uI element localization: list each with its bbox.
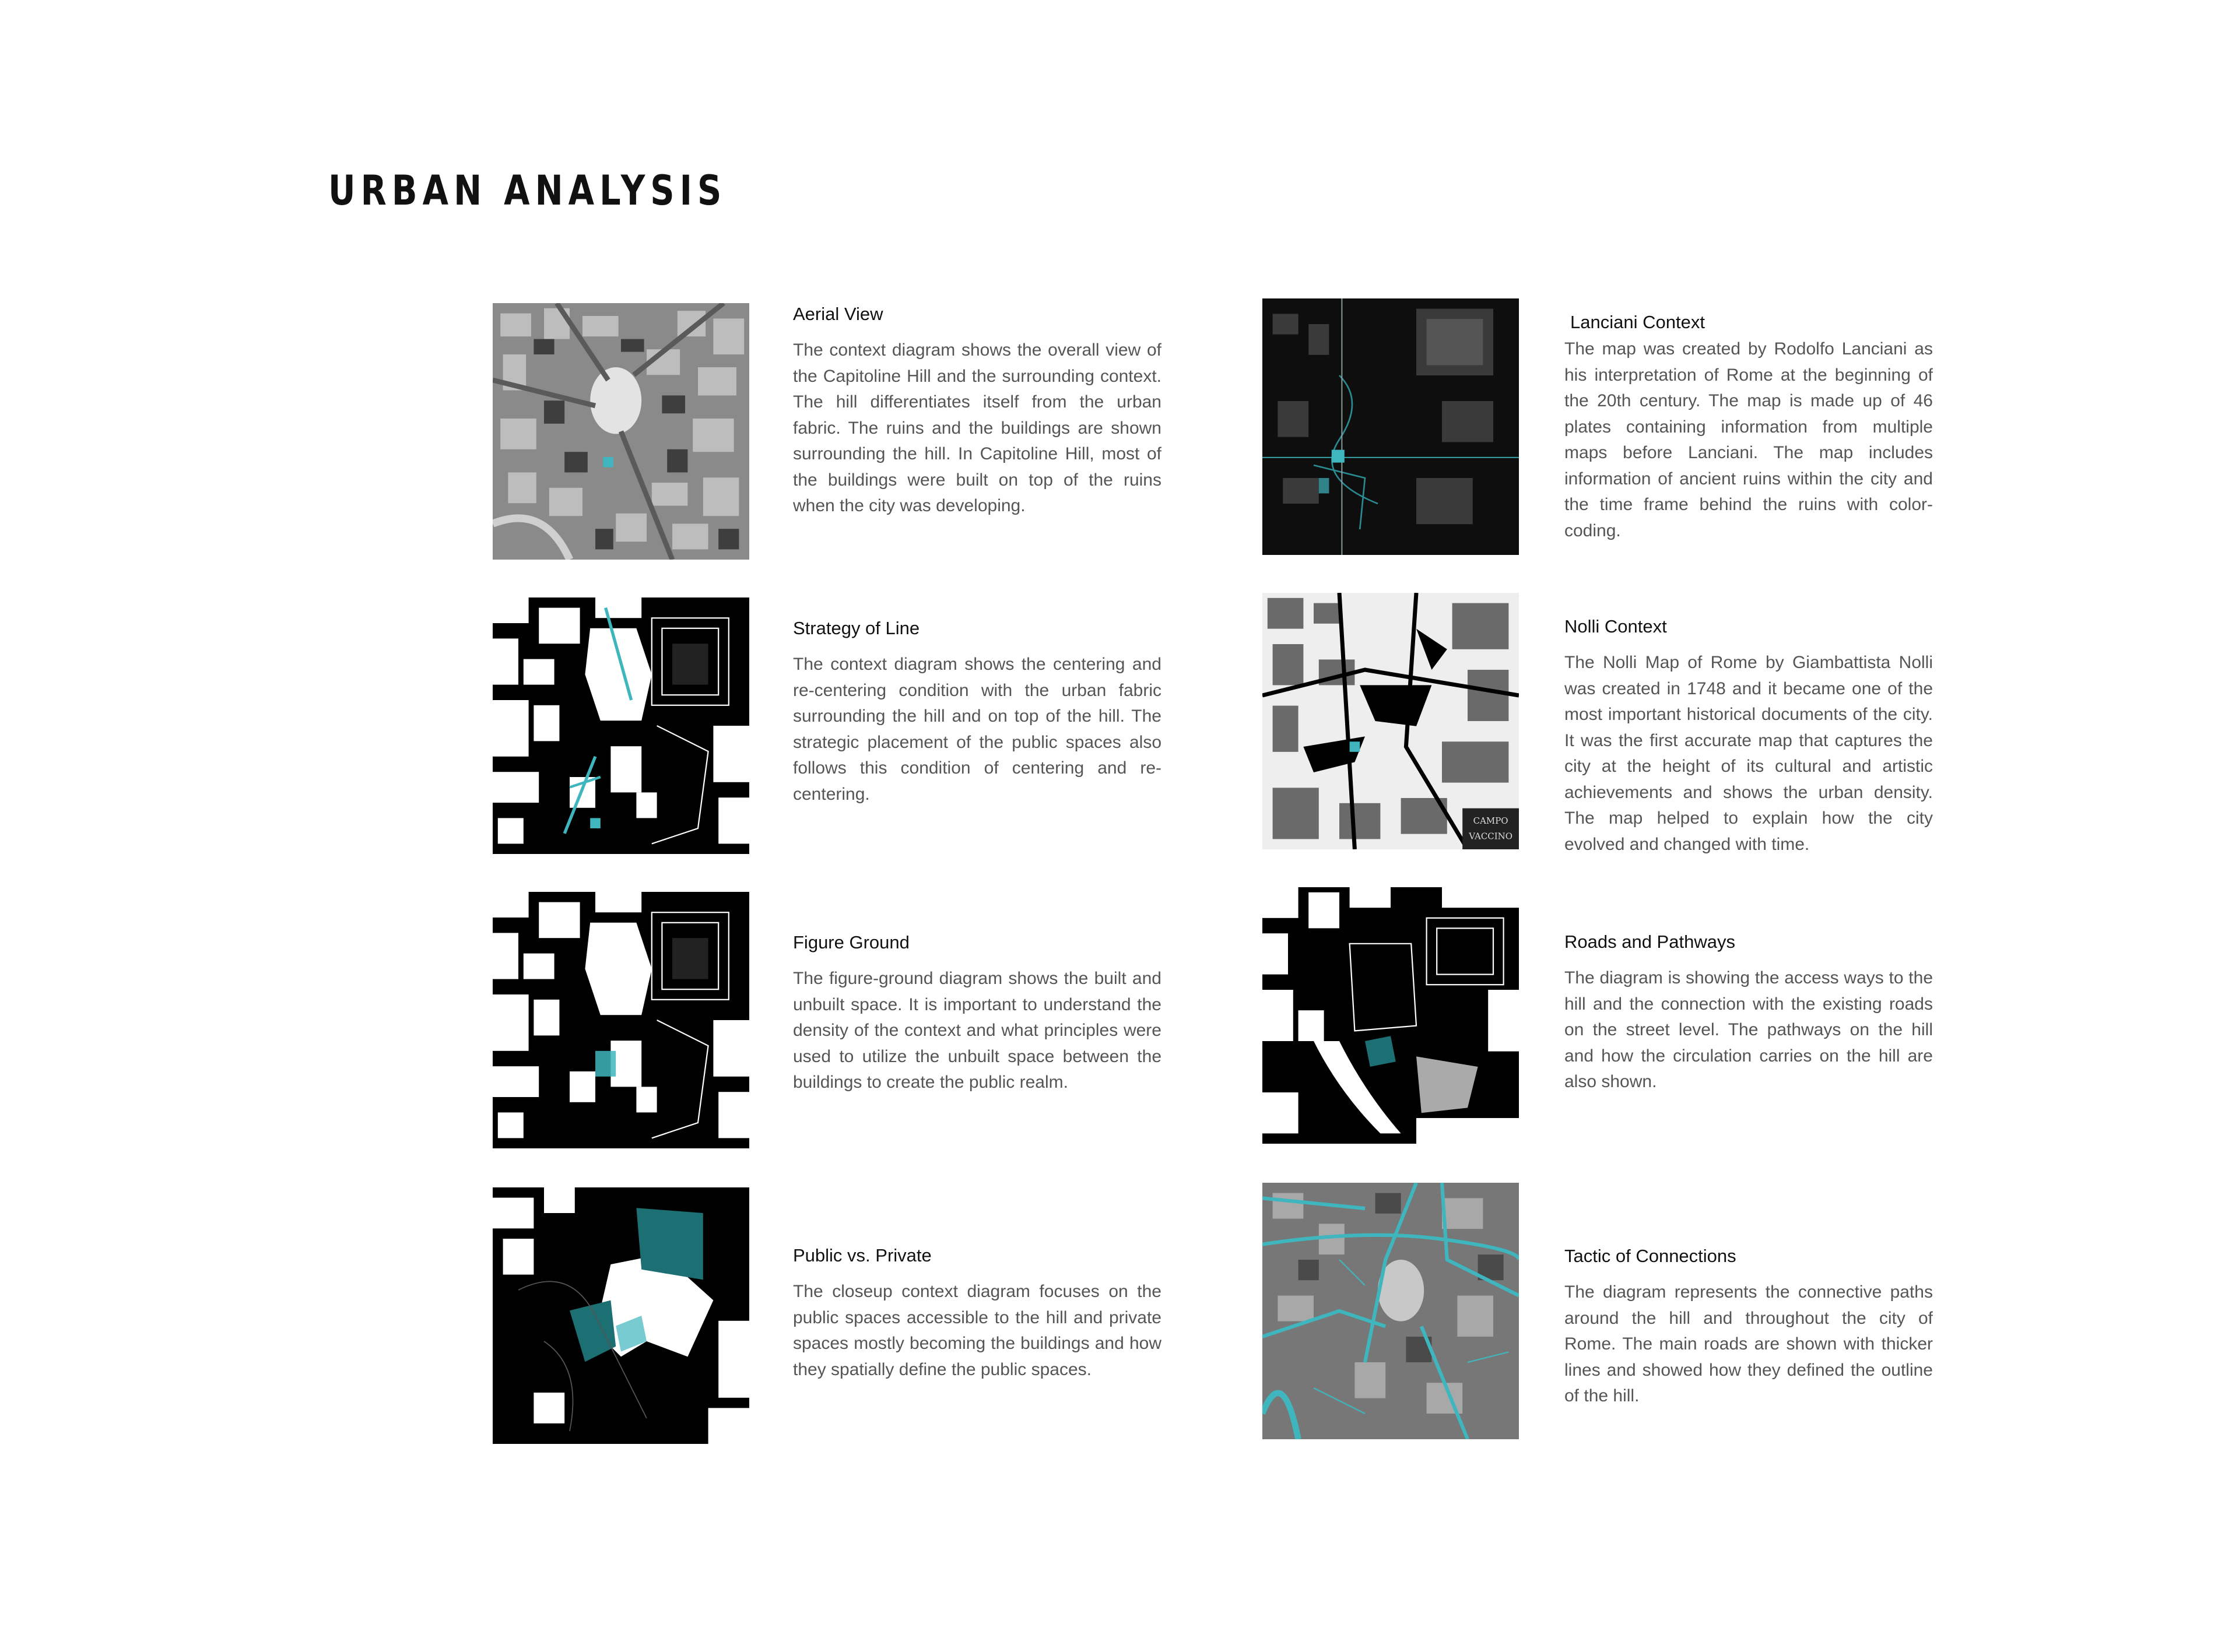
panel-description: The closeup context diagram focuses on the public spaces accessible to the hill and private spaces mostly becoming the buildings and how they spatially define the public spaces.	[793, 1282, 1161, 1379]
strategy-of-line-image	[493, 597, 749, 854]
public-vs-private-svg	[493, 1187, 749, 1444]
panel-description: The diagram is showing the access ways to the hill and the connection with the existing roads on the street level. The pathways on the hill and how the circulation carries on the hill are also shown.	[1564, 968, 1933, 1092]
tactic-of-connections-image	[1262, 1183, 1519, 1439]
panel-description: The figure-ground diagram shows the built and unbuilt space. It is important to understand the density of the context and what principles were used to utilize the unbuilt space between the buildings to create the public realm.	[793, 969, 1161, 1092]
public-vs-private-image	[493, 1187, 749, 1444]
caption-aerial-view	[793, 303, 1161, 519]
nolli-map-label-line1: CAMPO	[1473, 816, 1508, 826]
strategy-of-line-svg	[493, 597, 749, 854]
panel-description: The map was created by Rodolfo Lanciani as his interpretation of Rome at the beginning of the 20th century. The map is made up of 46 plates containing information from multiple maps before Lanciani. The map includes information of ancient ruins within the city and the time frame behind the ruins with color-coding.	[1564, 339, 1933, 540]
figure-ground-svg	[493, 892, 749, 1148]
panel-title: Strategy of Line	[793, 618, 920, 638]
panel-description: The context diagram shows the centering and re-centering condition with the urban fabric surrounding the hill and on top of the hill. The strategic placement of the public spaces also follows this condition of centering and re-centering.	[793, 655, 1161, 804]
roads-and-pathways-image	[1262, 887, 1519, 1144]
panel-description: The Nolli Map of Rome by Giambattista Nolli was created in 1748 and it became one of the most important historical documents of the city. It was the first accurate map that captures the city at the height of its cultural and artistic achievements and shows the urban density. The map helped to explain how the city evolved and changed with time.	[1564, 653, 1933, 854]
page-title: URBAN ANALYSIS	[328, 167, 727, 215]
panel-title: Tactic of Connections	[1564, 1246, 1736, 1266]
caption-figure-ground	[793, 932, 1161, 1096]
lanciani-map-svg	[1262, 298, 1519, 555]
caption-tactic-of-connections	[1564, 1245, 1933, 1410]
aerial-photo-svg	[493, 303, 749, 560]
nolli-map-label-line2: VACCINO	[1469, 831, 1512, 842]
panel-title: Aerial View	[793, 304, 883, 324]
nolli-map-svg	[1262, 593, 1519, 849]
aerial-photo-image	[493, 303, 749, 560]
panel-title: Roads and Pathways	[1564, 932, 1735, 952]
nolli-map-image	[1262, 593, 1519, 849]
roads-and-pathways-svg	[1262, 887, 1519, 1144]
panel-title: Nolli Context	[1564, 616, 1667, 637]
panel-title: Lanciani Context	[1570, 312, 1705, 332]
caption-lanciani-context	[1564, 311, 1933, 544]
caption-public-vs-private	[793, 1245, 1161, 1383]
panel-description: The diagram represents the connective paths around the hill and throughout the city of Rome. The main roads are shown with thicker lines and showed how they defined the outline of the hill.	[1564, 1282, 1933, 1406]
caption-nolli-context	[1564, 616, 1933, 857]
lanciani-map-image	[1262, 298, 1519, 555]
panel-description: The context diagram shows the overall view of the Capitoline Hill and the surrounding context. The hill differentiates itself from the urban fabric. The ruins and the buildings are shown surrounding the hill. In Capitoline Hill, most of the buildings were built on top of the ruins when the city was developing.	[793, 340, 1161, 516]
panel-title: Public vs. Private	[793, 1245, 932, 1266]
caption-roads-and-pathways	[1564, 931, 1933, 1095]
tactic-of-connections-svg	[1262, 1183, 1519, 1439]
panel-title: Figure Ground	[793, 932, 910, 952]
caption-strategy-of-line	[793, 617, 1161, 807]
figure-ground-image	[493, 892, 749, 1148]
